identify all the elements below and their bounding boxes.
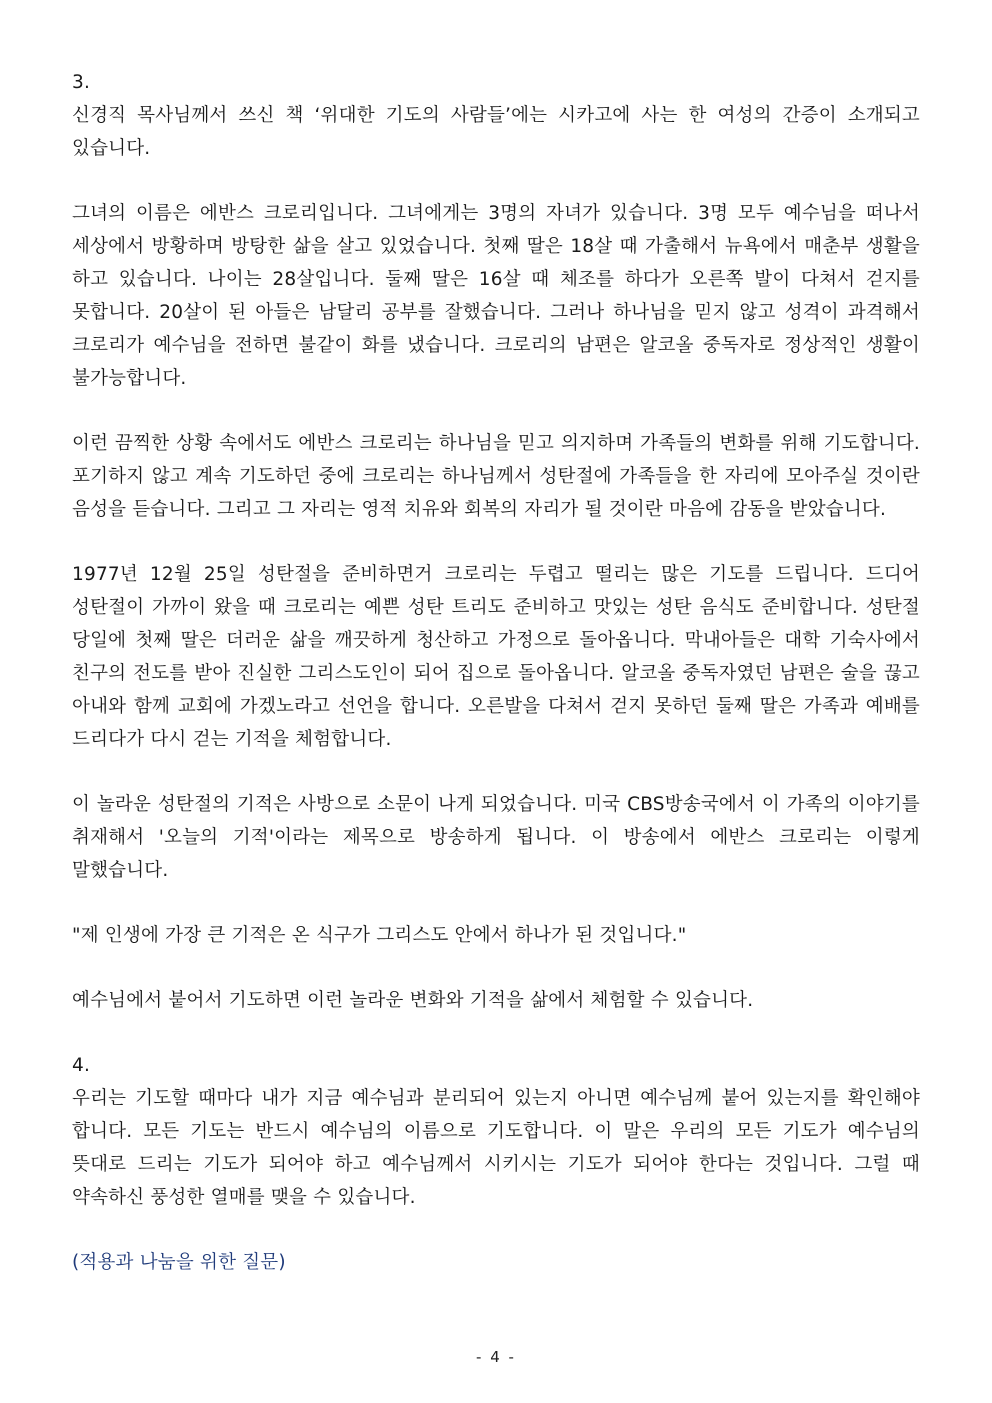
section-3-paragraph-intro: 신경직 목사님께서 쓰신 책 ‘위대한 기도의 사람들’에는 시카고에 사는 한 여성의 간증이 소개되고 있습니다. bbox=[72, 105, 920, 159]
section-3-paragraph-family: 그녀의 이름은 에반스 크로리입니다. 그녀에게는 3명의 자녀가 있습니다. 3명 모두 예수님을 떠나서 세상에서 방황하며 방탕한 삶을 살고 있었습니다. 첫째 딸은 18살 때 가출해서 뉴욕에서 매춘부 생활을 하고 있습니다. 나이는 28살입니다. 둘째 딸은 16살 때 체조를 하다가 오른쪽 발이 다쳐서 걷지를 못합니다. 20살이 된 아들은 남달리 공부를 잘했습니다. 그러나 하나님을 믿지 않고 성격이 과격해서 크로리가 예수님을 전하면 불같이 화를 냈습니다. 크로리의 남편은 알코올 중독자로 정상적인 생활이 불가능합니다. bbox=[72, 203, 920, 389]
section-4-paragraph: 우리는 기도할 때마다 내가 지금 예수님과 분리되어 있는지 아니면 예수님께 붙어 있는지를 확인해야 합니다. 모든 기도는 반드시 예수님의 이름으로 기도합니다. 이 말은 우리의 모든 기도가 예수님의 뜻대로 드리는 기도가 되어야 하고 예수님께서 시키시는 기도가 되어야 한다는 것입니다. 그럴 때 약속하신 풍성한 열매를 맺을 수 있습니다. bbox=[72, 1088, 920, 1208]
page-number: - 4 - bbox=[476, 1348, 516, 1366]
section-3-paragraph-christmas: 1977년 12월 25일 성탄절을 준비하면거 크로리는 두렵고 떨리는 많은 기도를 드립니다. 드디어 성탄절이 가까이 왔을 때 크로리는 예쁜 성탄 트리도 준비하고 맛있는 성탄 음식도 준비합니다. 성탄절 당일에 첫째 딸은 더러운 삶을 깨끗하게 청산하고 가정으로 돌아옵니다. 막내아들은 대학 기숙사에서 친구의 전도를 받아 진실한 그리스도인이 되어 집으로 돌아옵니다. 알코올 중독자였던 남편은 술을 끊고 아내와 함께 교회에 가겠노라고 선언을 합니다. 오른발을 다쳐서 걷지 못하던 둘째 딸은 가족과 예배를 드리다가 다시 걷는 기적을 체험합니다. bbox=[72, 564, 920, 750]
section-3-paragraph-conclusion: 예수님에서 붙어서 기도하면 이런 놀라운 변화와 기적을 삶에서 체험할 수 있습니다. bbox=[72, 990, 754, 1011]
section-3-number: 3. bbox=[72, 72, 91, 93]
section-3-paragraph-broadcast: 이 놀라운 성탄절의 기적은 사방으로 소문이 나게 되었습니다. 미국 CBS방송국에서 이 가족의 이야기를 취재해서 '오늘의 기적'이라는 제목으로 방송하게 됩니다. 이 방송에서 에반스 크로리는 이렇게 말했습니다. bbox=[72, 794, 920, 881]
section-4-number: 4. bbox=[72, 1055, 91, 1076]
section-3-paragraph-prayer: 이런 끔찍한 상황 속에서도 에반스 크로리는 하나님을 믿고 의지하며 가족들의 변화를 위해 기도합니다. 포기하지 않고 계속 기도하던 중에 크로리는 하나님께서 성탄절에 가족들을 한 자리에 모아주실 것이란 음성을 듣습니다. 그리고 그 자리는 영적 치유와 회복의 자리가 될 것이란 마음에 감동을 받았습니다. bbox=[72, 433, 920, 520]
section-3-paragraph-quote: "제 인생에 가장 큰 기적은 온 식구가 그리스도 안에서 하나가 된 것입니다." bbox=[72, 925, 687, 946]
question-heading: (적용과 나눔을 위한 질문) bbox=[72, 1252, 286, 1273]
document-page bbox=[72, 66, 920, 1279]
